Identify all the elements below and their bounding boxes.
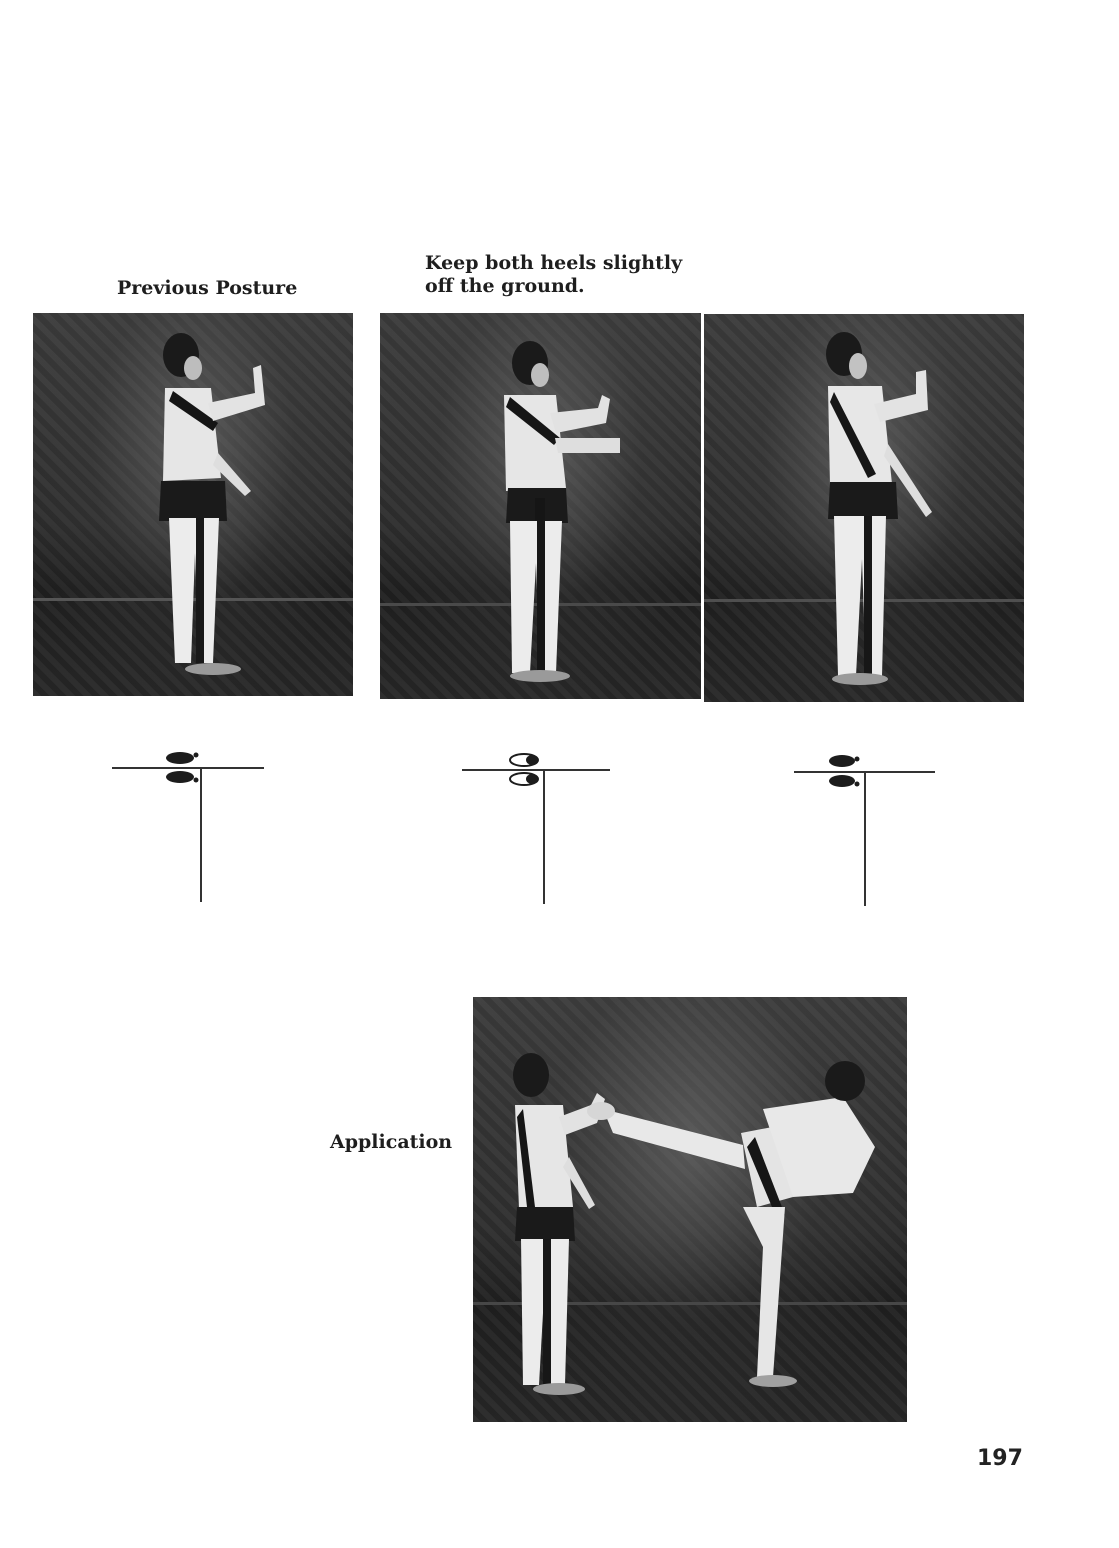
foot-diagram-step-2 — [792, 750, 952, 910]
figure-application — [473, 997, 907, 1422]
figure-previous-posture — [33, 313, 353, 696]
caption-application: Application — [330, 1131, 453, 1153]
figure-step-1 — [380, 313, 701, 699]
page-number: 197 — [977, 1446, 1023, 1471]
caption-heels-note-line2: off the ground. — [425, 275, 585, 297]
photo-application — [473, 997, 907, 1422]
foot-diagram-previous-posture — [110, 745, 270, 905]
caption-heels-note-line1: Keep both heels slightly — [425, 252, 683, 274]
photo-step-1 — [380, 313, 701, 699]
photo-step-2 — [704, 314, 1024, 702]
foot-diagram-step-1 — [460, 748, 620, 908]
caption-heels-note — [425, 252, 682, 298]
figure-step-2 — [704, 314, 1024, 702]
photo-previous-posture — [33, 313, 353, 696]
caption-previous-posture: Previous Posture — [117, 277, 298, 299]
